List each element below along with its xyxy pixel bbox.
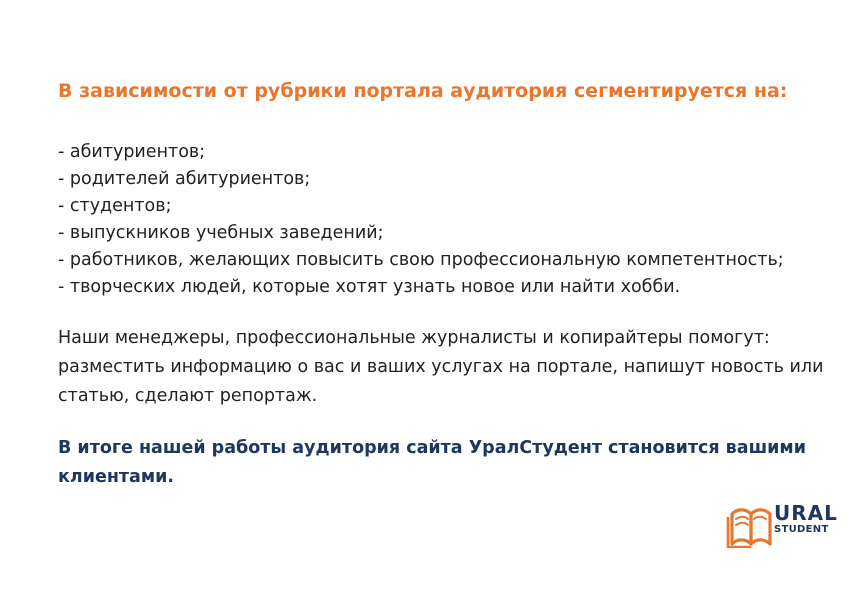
- audience-list: [58, 139, 828, 301]
- page-heading: В зависимости от рубрики портала аудитория сегментируется на:: [58, 80, 788, 102]
- list-item: - студентов;: [58, 196, 172, 216]
- logo-line1: URAL: [774, 501, 838, 525]
- open-book-icon: [726, 504, 776, 548]
- list-item: - родителей абитуриентов;: [58, 169, 311, 189]
- logo-line2: STUDENT: [774, 524, 829, 535]
- list-item: - абитуриентов;: [58, 142, 206, 162]
- services-paragraph: Наши менеджеры, профессиональные журналисты и копирайтеры помогут: разместить информацию о вас и ваших услугах на портале, напишут новость или статью, сделают репортаж.: [58, 328, 824, 406]
- main-content: [58, 78, 828, 492]
- ural-student-logo: [726, 500, 836, 552]
- list-item: - творческих людей, которые хотят узнать новое или найти хобби.: [58, 277, 681, 297]
- list-item: - работников, желающих повысить свою профессиональную компетентность;: [58, 250, 784, 270]
- list-item: - выпускников учебных заведений;: [58, 223, 384, 243]
- conclusion-text: В итоге нашей работы аудитория сайта УралСтудент становится вашими клиентами.: [58, 438, 806, 487]
- logo-wordmark: [774, 503, 838, 535]
